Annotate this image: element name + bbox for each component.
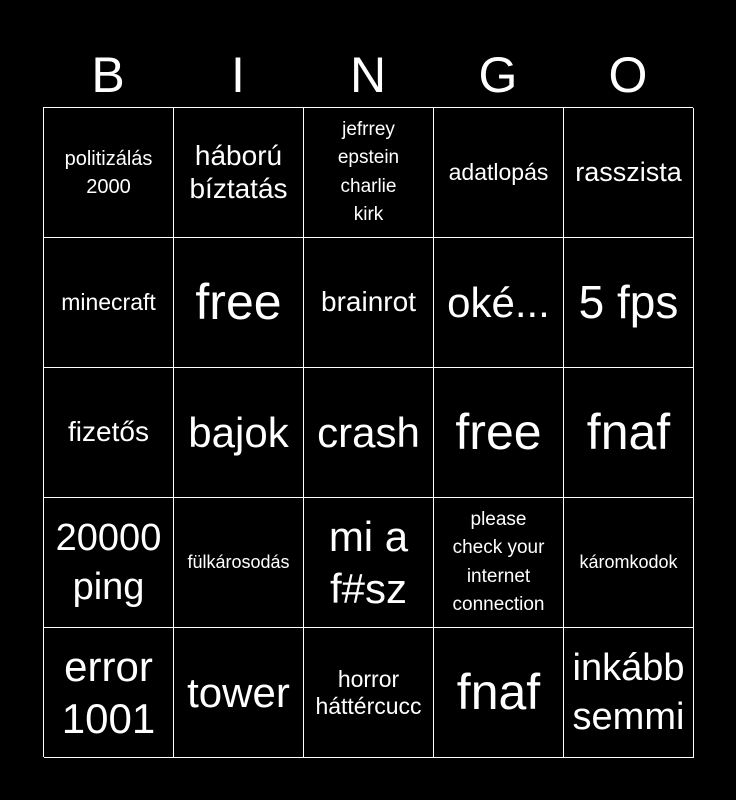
header-letter-i: I <box>231 47 245 103</box>
bingo-board <box>43 107 693 757</box>
bingo-cell[interactable]: háború bíztatás <box>174 108 304 238</box>
bingo-cell[interactable]: fnaf <box>564 368 694 498</box>
bingo-cell[interactable]: fnaf <box>434 628 564 758</box>
bingo-cell[interactable]: free <box>174 238 304 368</box>
bingo-cell[interactable]: politizálás 2000 <box>44 108 174 238</box>
bingo-cell[interactable]: adatlopás <box>434 108 564 238</box>
bingo-cell[interactable]: 5 fps <box>564 238 694 368</box>
bingo-cell[interactable]: brainrot <box>304 238 434 368</box>
header-letter-o: O <box>608 47 648 103</box>
bingo-cell[interactable]: please check your internet connection <box>434 498 564 628</box>
bingo-cell[interactable]: jefrrey epstein charlie kirk <box>304 108 434 238</box>
bingo-cell[interactable]: free <box>434 368 564 498</box>
bingo-cell[interactable]: tower <box>174 628 304 758</box>
bingo-cell[interactable]: 20000 ping <box>44 498 174 628</box>
bingo-cell[interactable]: minecraft <box>44 238 174 368</box>
bingo-cell[interactable]: fizetős <box>44 368 174 498</box>
bingo-cell[interactable]: fülkárosodás <box>174 498 304 628</box>
bingo-cell[interactable]: káromkodok <box>564 498 694 628</box>
bingo-cell[interactable]: oké... <box>434 238 564 368</box>
bingo-cell[interactable]: error 1001 <box>44 628 174 758</box>
bingo-cell[interactable]: crash <box>304 368 434 498</box>
header-letter-g: G <box>478 47 518 103</box>
bingo-cell[interactable]: rasszista <box>564 108 694 238</box>
header-letter-n: N <box>349 47 387 103</box>
header-letter-b: B <box>91 47 125 103</box>
bingo-cell[interactable]: horror háttércucc <box>304 628 434 758</box>
bingo-cell[interactable]: bajok <box>174 368 304 498</box>
bingo-cell[interactable]: inkább semmi <box>564 628 694 758</box>
bingo-cell[interactable]: mi a f#sz <box>304 498 434 628</box>
bingo-header <box>43 42 693 108</box>
